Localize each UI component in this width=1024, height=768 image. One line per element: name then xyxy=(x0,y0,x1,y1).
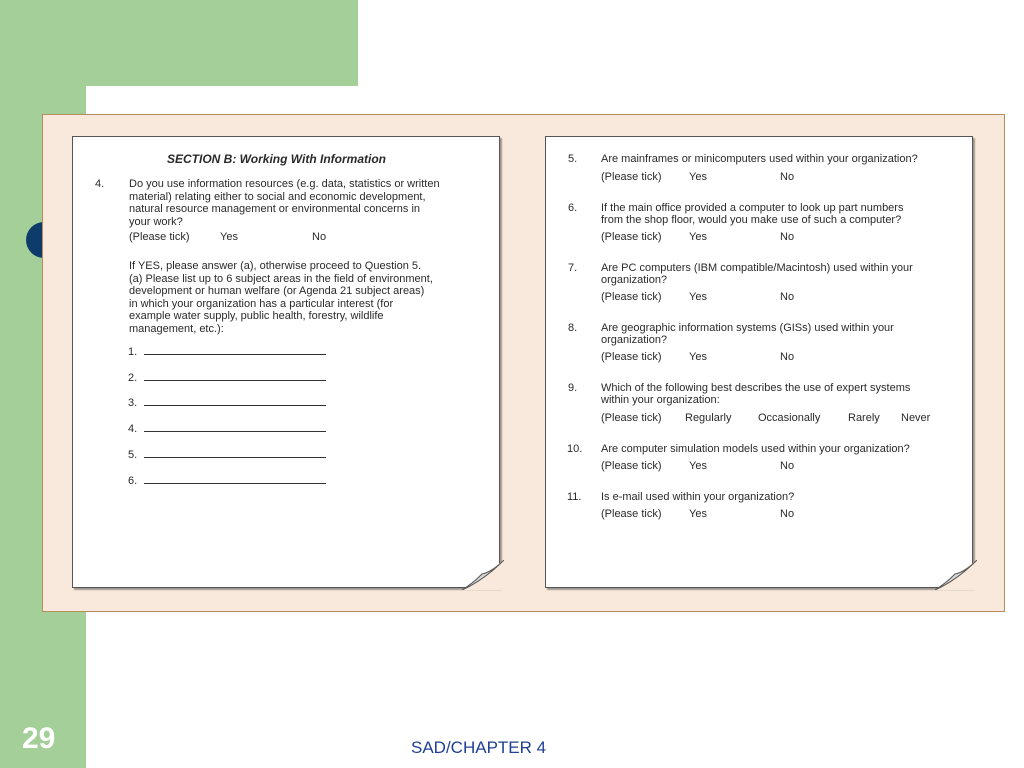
question-text-line: within your organization: xyxy=(601,394,720,406)
blank-line[interactable] xyxy=(144,457,326,458)
blank-line[interactable] xyxy=(144,354,326,355)
question-text-line: from the shop floor, would you make use of such a computer? xyxy=(601,214,902,226)
option-yes[interactable]: Yes xyxy=(689,291,707,303)
blank-line[interactable] xyxy=(144,483,326,484)
question-text-line: Which of the following best describes the use of expert systems xyxy=(601,382,911,394)
please-tick-label: (Please tick) xyxy=(601,171,662,183)
option-yes[interactable]: Yes xyxy=(220,231,238,243)
blank-number: 1. xyxy=(128,346,138,358)
option-no[interactable]: No xyxy=(780,171,795,183)
question-text-line: organization? xyxy=(601,334,668,346)
please-tick-label: (Please tick) xyxy=(129,231,190,243)
blank-number: 6. xyxy=(128,475,138,487)
please-tick-label: (Please tick) xyxy=(601,291,662,303)
please-tick-label: (Please tick) xyxy=(601,351,662,363)
question-text-line: organization? xyxy=(601,274,668,286)
question-text-line: If the main office provided a computer to look up part numbers xyxy=(601,202,904,214)
instruction-line: development or human welfare (or Agenda 21 subject areas) xyxy=(129,285,425,297)
instruction-line: If YES, please answer (a), otherwise proceed to Question 5. xyxy=(129,260,422,272)
option-no[interactable]: No xyxy=(312,231,327,243)
blank-line[interactable] xyxy=(144,431,326,432)
question-text-line: your work? xyxy=(129,215,183,228)
question-text-line: Are computer simulation models used within your organization? xyxy=(601,443,910,455)
blank-number: 3. xyxy=(128,397,138,409)
question-number: 8. xyxy=(568,322,578,334)
question-number: 7. xyxy=(568,262,578,274)
option-occasionally[interactable]: Occasionally xyxy=(758,412,821,424)
question-text-line: Are PC computers (IBM compatible/Macintosh) used within your xyxy=(601,262,913,274)
question-number: 5. xyxy=(568,153,578,165)
blank-number: 5. xyxy=(128,449,138,461)
option-yes[interactable]: Yes xyxy=(689,231,707,243)
blank-line[interactable] xyxy=(144,380,326,381)
option-yes[interactable]: Yes xyxy=(689,508,707,520)
slide-background-top xyxy=(0,0,358,86)
section-title: SECTION B: Working With Information xyxy=(167,152,386,166)
option-never[interactable]: Never xyxy=(901,412,931,424)
option-yes[interactable]: Yes xyxy=(689,171,707,183)
option-no[interactable]: No xyxy=(780,231,795,243)
question-number: 9. xyxy=(568,382,578,394)
page-curl-icon xyxy=(935,560,977,590)
instruction-line: management, etc.): xyxy=(129,322,224,335)
instruction-line: example water supply, public health, forestry, wildlife xyxy=(129,310,384,322)
option-regularly[interactable]: Regularly xyxy=(685,412,732,424)
option-no[interactable]: No xyxy=(780,460,795,472)
option-rarely[interactable]: Rarely xyxy=(848,412,880,424)
option-yes[interactable]: Yes xyxy=(689,351,707,363)
option-yes[interactable]: Yes xyxy=(689,460,707,472)
question-text-line: material) relating either to social and economic development, xyxy=(129,190,426,203)
question-number: 4. xyxy=(95,178,105,190)
please-tick-label: (Please tick) xyxy=(601,508,662,520)
please-tick-label: (Please tick) xyxy=(601,412,662,424)
question-text-line: Are geographic information systems (GISs) used within your xyxy=(601,322,894,334)
instruction-line: (a) Please list up to 6 subject areas in the field of environment, xyxy=(129,272,433,285)
page-curl-icon xyxy=(462,560,504,590)
blank-number: 4. xyxy=(128,423,138,435)
please-tick-label: (Please tick) xyxy=(601,460,662,472)
option-no[interactable]: No xyxy=(780,351,795,363)
slide-number: 29 xyxy=(22,722,56,755)
option-no[interactable]: No xyxy=(780,508,795,520)
blank-number: 2. xyxy=(128,372,138,384)
question-text-line: Is e-mail used within your organization? xyxy=(601,491,795,503)
option-no[interactable]: No xyxy=(780,291,795,303)
blank-line[interactable] xyxy=(144,405,326,406)
question-text-line: Are mainframes or minicomputers used within your organization? xyxy=(601,153,918,165)
instruction-line: in which your organization has a particular interest (for xyxy=(129,297,394,310)
question-number: 6. xyxy=(568,202,578,214)
slide-footer: SAD/CHAPTER 4 xyxy=(411,738,547,757)
please-tick-label: (Please tick) xyxy=(601,231,662,243)
question-number: 11. xyxy=(567,491,582,503)
question-text-line: Do you use information resources (e.g. data, statistics or written xyxy=(129,178,440,190)
question-number: 10. xyxy=(567,443,583,455)
question-text-line: natural resource management or environmental concerns in xyxy=(129,203,421,215)
